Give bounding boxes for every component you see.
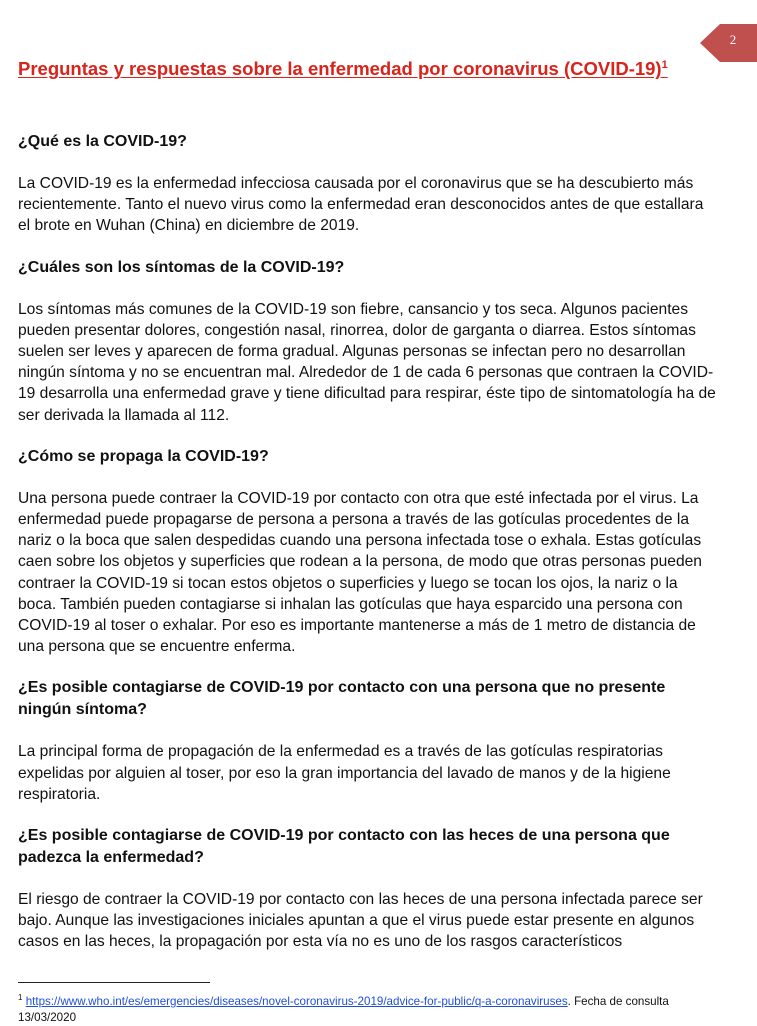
footnote-mark: 1 xyxy=(18,993,23,1002)
footnote-divider xyxy=(18,982,210,983)
question-symptoms: ¿Cuáles son los síntomas de la COVID-19? xyxy=(18,258,345,276)
page-title-text: Preguntas y respuestas sobre la enfermedad por coronavirus (COVID-19) xyxy=(18,58,662,79)
title-footnote-mark: 1 xyxy=(661,58,668,71)
footnote-source-link[interactable]: https://www.who.int/es/emergencies/diseases/novel-coronavirus-2019/advice-for-public/q-a-coronaviruses xyxy=(25,994,568,1008)
answer-spread: Una persona puede contraer la COVID-19 por contacto con otra que esté infectada por el virus. La enfermedad puede propagarse de persona a persona a través de las gotículas procedentes de la nariz o la boca que salen despedidas cuando una persona infectada tose o exhala. Estas gotículas caen sobre los objetos y superficies que rodean a la persona, de modo que otras personas pueden contraer la COVID-19 si tocan estos objetos o superficies y luego se tocan los ojos, la nariz o la boca. También pueden contagiarse si inhalan las gotículas que haya esparcido una persona con COVID-19 al toser o exhalar. Por eso es importante mantenerse a más de 1 metro de distancia de una persona que se encuentre enferma. xyxy=(18,489,702,656)
qa-content xyxy=(18,131,718,973)
page-number: 2 xyxy=(729,32,737,47)
answer-what-is: La COVID-19 es la enfermedad infecciosa causada por el coronavirus que se ha descubierto más recientemente. Tanto el nuevo virus como la enfermedad eran desconocidos antes de que estallara el brote en Wuhan (China) en diciembre de 2019. xyxy=(18,175,704,235)
footnote xyxy=(18,990,718,1026)
answer-asymptomatic: La principal forma de propagación de la enfermedad es a través de las gotículas respiratorias expelidas por alguien al toser, por eso la gran importancia del lavado de manos y de la higiene respiratoria. xyxy=(18,743,671,803)
answer-symptoms: Los síntomas más comunes de la COVID-19 son fiebre, cansancio y tos seca. Algunos pacientes pueden presentar dolores, congestión nasal, rinorrea, dolor de garganta o diarrea. Estos síntomas suelen ser leves y aparecen de forma gradual. Algunas personas se infectan pero no desarrollan ningún síntoma y no se encuentran mal. Alrededor de 1 de cada 6 personas que contraen la COVID-19 desarrolla una enfermedad grave y tiene dificultad para respirar, éste tipo de sintomatología ha de ser derivada la llamada al 112. xyxy=(18,300,716,424)
question-feces: ¿Es posible contagiarse de COVID-19 por contacto con las heces de una persona que padezca la enfermedad? xyxy=(18,827,670,867)
answer-feces: El riesgo de contraer la COVID-19 por contacto con las heces de una persona infectada parece ser bajo. Aunque las investigaciones iniciales apuntan a que el virus puede estar presente en algunos casos en las heces, la propagación por esta vía no es uno de los rasgos característicos xyxy=(18,891,703,951)
footnote-consultation-date: . Fecha de consulta 13/03/2020 xyxy=(18,994,669,1024)
page-title xyxy=(18,58,718,80)
question-spread: ¿Cómo se propaga la COVID-19? xyxy=(18,447,269,465)
question-asymptomatic: ¿Es posible contagiarse de COVID-19 por contacto con una persona que no presente ningún síntoma? xyxy=(18,679,666,719)
question-what-is: ¿Qué es la COVID-19? xyxy=(18,133,187,150)
